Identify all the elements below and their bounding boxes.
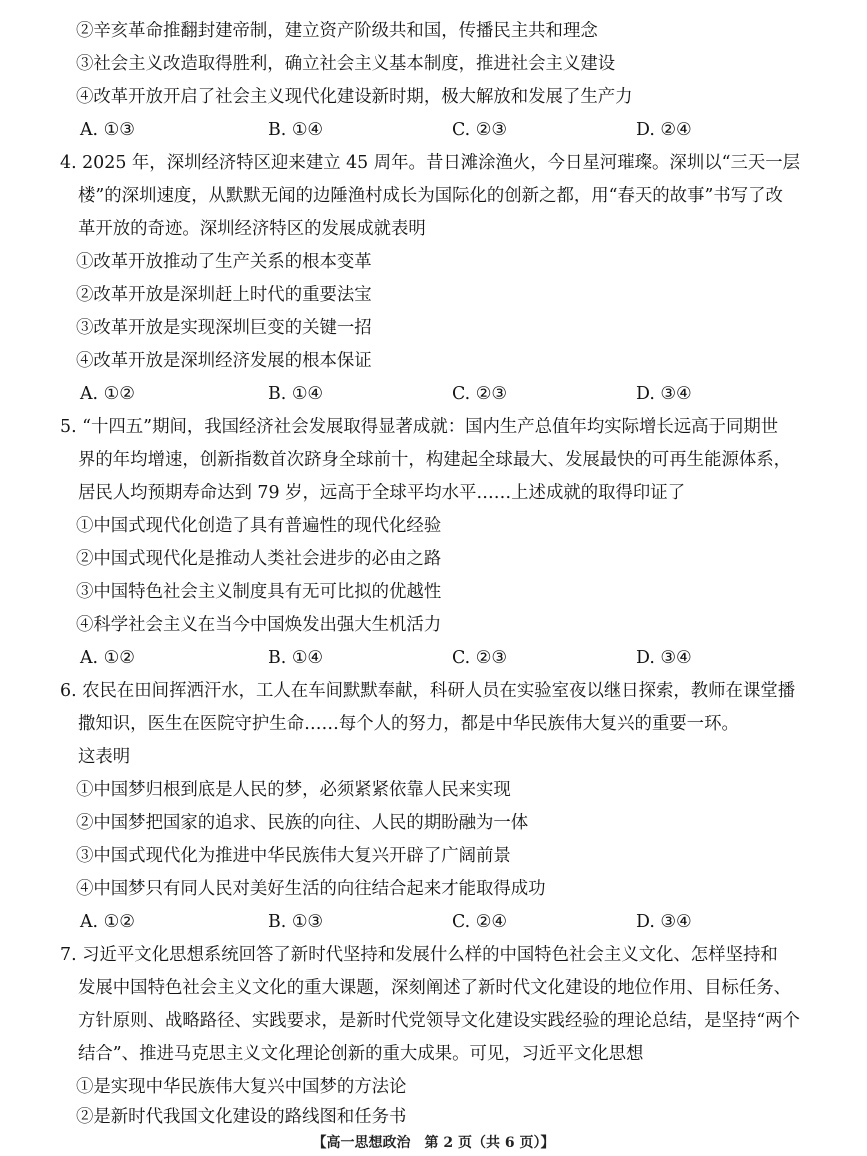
q6-item-4: ④中国梦只有同人民对美好生活的向往结合起来才能取得成功 <box>76 879 546 899</box>
q6-stem-line-3: 这表明 <box>78 747 131 767</box>
q3-item-2: ②辛亥革命推翻封建帝制，建立资产阶级共和国，传播民主共和理念 <box>76 21 598 41</box>
q5-option-a[interactable]: A. ①② <box>80 648 135 668</box>
q4-option-a[interactable]: A. ①② <box>80 384 135 404</box>
q4-item-4: ④改革开放是深圳经济发展的根本保证 <box>76 351 372 371</box>
q4-option-d[interactable]: D. ③④ <box>636 384 692 404</box>
q6-stem-line-1: 6. 农民在田间挥洒汗水，工人在车间默默奉献，科研人员在实验室夜以继日探索，教师在课堂播 <box>60 681 796 701</box>
q7-stem-line-2: 发展中国特色社会主义文化的重大课题，深刻阐述了新时代文化建设的地位作用、目标任务、 <box>78 978 792 998</box>
q7-item-1: ①是实现中华民族伟大复兴中国梦的方法论 <box>76 1077 407 1097</box>
q4-option-c[interactable]: C. ②③ <box>452 384 507 404</box>
q5-option-b[interactable]: B. ①④ <box>268 648 324 668</box>
page-footer: 【高一思想政治 第 2 页（共 6 页）】 <box>312 1135 555 1151</box>
q4-options <box>78 378 823 411</box>
q7-item-2: ②是新时代我国文化建设的路线图和任务书 <box>76 1107 407 1127</box>
q5-stem-line-3: 居民人均预期寿命达到 79 岁，远高于全球平均水平……上述成就的取得印证了 <box>78 483 686 503</box>
q5-item-4: ④科学社会主义在当今中国焕发出强大生机活力 <box>76 615 442 635</box>
q6-option-d[interactable]: D. ③④ <box>636 912 692 932</box>
q4-stem-line-3: 革开放的奇迹。深圳经济特区的发展成就表明 <box>78 219 426 239</box>
q5-option-d[interactable]: D. ③④ <box>636 648 692 668</box>
q5-stem-line-2: 界的年均增速，创新指数首次跻身全球前十，构建起全球最大、发展最快的可再生能源体系， <box>78 450 792 470</box>
q4-option-b[interactable]: B. ①④ <box>268 384 324 404</box>
q3-option-a[interactable]: A. ①③ <box>80 120 135 140</box>
q6-item-3: ③中国式现代化为推进中华民族伟大复兴开辟了广阔前景 <box>76 846 511 866</box>
q7-stem-line-1: 7. 习近平文化思想系统回答了新时代坚持和发展什么样的中国特色社会主义文化、怎样坚持和 <box>60 945 778 965</box>
q5-item-1: ①中国式现代化创造了具有普遍性的现代化经验 <box>76 516 442 536</box>
q3-item-4: ④改革开放开启了社会主义现代化建设新时期，极大解放和发展了生产力 <box>76 87 633 107</box>
q6-stem-line-2: 撒知识，医生在医院守护生命……每个人的努力，都是中华民族伟大复兴的重要一环。 <box>78 714 739 734</box>
q5-item-3: ③中国特色社会主义制度具有无可比拟的优越性 <box>76 582 442 602</box>
q6-item-2: ②中国梦把国家的追求、民族的向往、人民的期盼融为一体 <box>76 813 529 833</box>
q6-option-b[interactable]: B. ①③ <box>268 912 324 932</box>
q3-option-c[interactable]: C. ②③ <box>452 120 507 140</box>
q4-item-3: ③改革开放是实现深圳巨变的关键一招 <box>76 318 372 338</box>
q6-item-1: ①中国梦归根到底是人民的梦，必须紧紧依靠人民来实现 <box>76 780 511 800</box>
q5-option-c[interactable]: C. ②③ <box>452 648 507 668</box>
q4-stem-line-1: 4. 2025 年，深圳经济特区迎来建立 45 周年。昔日滩涂渔火，今日星河璀璨。深圳以“三天一层 <box>60 153 801 173</box>
q3-option-b[interactable]: B. ①④ <box>268 120 324 140</box>
q3-option-d[interactable]: D. ②④ <box>636 120 692 140</box>
q7-stem-line-4: 结合”、推进马克思主义文化理论创新的重大成果。可见，习近平文化思想 <box>78 1044 644 1064</box>
q3-item-3: ③社会主义改造取得胜利，确立社会主义基本制度，推进社会主义建设 <box>76 54 616 74</box>
q4-item-2: ②改革开放是深圳赶上时代的重要法宝 <box>76 285 372 305</box>
q4-stem-line-2: 楼”的深圳速度，从默默无闻的边陲渔村成长为国际化的创新之都，用“春天的故事”书写了改 <box>78 186 783 206</box>
q6-option-a[interactable]: A. ①② <box>80 912 135 932</box>
q6-options <box>78 906 823 939</box>
q5-stem-line-1: 5. “十四五”期间，我国经济社会发展取得显著成就：国内生产总值年均实际增长远高于同期世 <box>60 417 779 437</box>
q5-options <box>78 642 823 675</box>
q3-options <box>78 114 823 147</box>
q4-item-1: ①改革开放推动了生产关系的根本变革 <box>76 252 372 272</box>
q5-item-2: ②中国式现代化是推动人类社会进步的必由之路 <box>76 549 442 569</box>
q6-option-c[interactable]: C. ②④ <box>452 912 507 932</box>
q7-stem-line-3: 方针原则、战略路径、实践要求，是新时代党领导文化建设实践经验的理论总结，是坚持“两个 <box>78 1011 800 1031</box>
